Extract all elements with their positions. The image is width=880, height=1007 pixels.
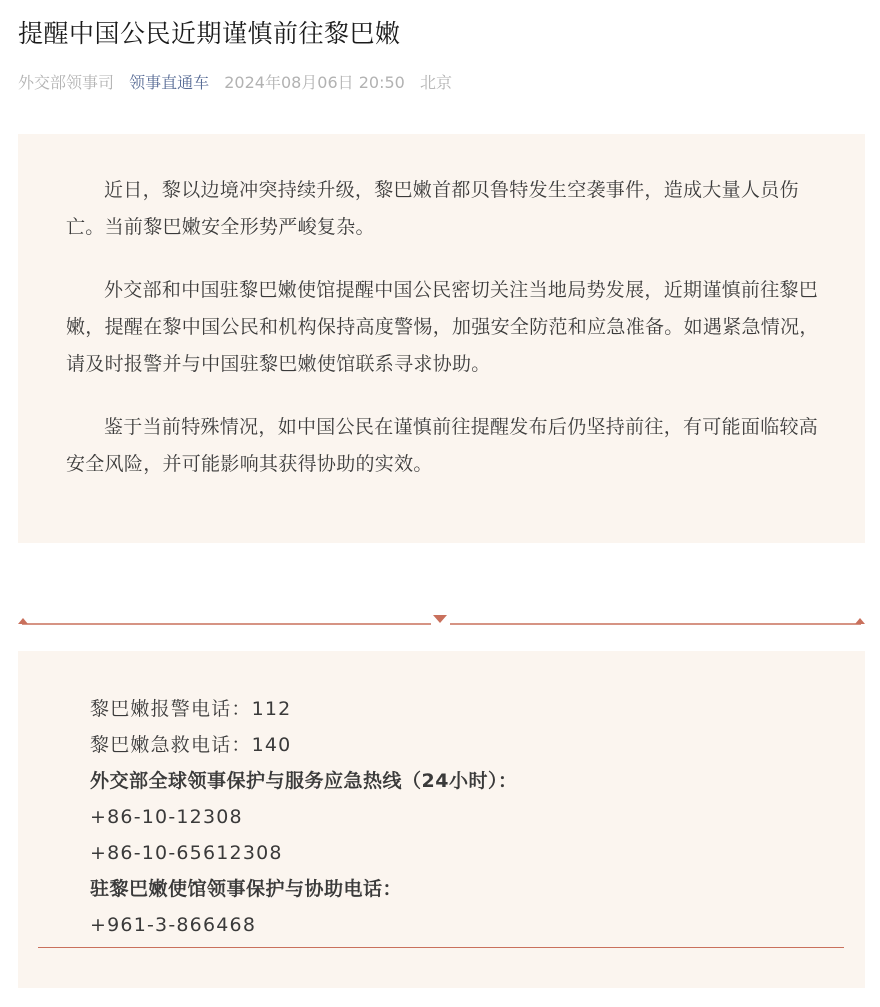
notice-paragraph: 外交部和中国驻黎巴嫩使馆提醒中国公民密切关注当地局势发展，近期谨慎前往黎巴嫩，提醒在黎中国公民和机构保持高度警惕，加强安全防范和应急准备。如遇紧急情况，请及时报警并与中国驻黎巴嫩使馆联系寻求协助。 <box>66 279 819 375</box>
divider-center-triangle-icon <box>433 615 447 623</box>
divider-right-triangle <box>855 618 865 624</box>
channel-link[interactable]: 领事直通车 <box>129 73 210 92</box>
embassy-heading: 驻黎巴嫩使馆领事保护与协助电话： <box>90 878 403 900</box>
hotline-number-1: +86-10-12308 <box>90 806 243 828</box>
article-title: 提醒中国公民近期谨慎前往黎巴嫩 <box>18 19 401 48</box>
notice-panel <box>18 134 865 543</box>
ambulance-phone: 黎巴嫩急救电话：140 <box>90 734 292 756</box>
publish-location: 北京 <box>419 73 452 92</box>
contacts-panel <box>18 651 865 988</box>
hotline-heading: 外交部全球领事保护与服务应急热线（24小时）： <box>90 770 518 792</box>
article-meta <box>18 70 462 93</box>
embassy-phone: +961-3-866468 <box>90 914 257 936</box>
notice-paragraph: 鉴于当前特殊情况，如中国公民在谨慎前往提醒发布后仍坚持前往，有可能面临较高安全风险，并可能影响其获得协助的实效。 <box>66 416 819 475</box>
contacts-bottom-rule <box>38 947 844 948</box>
publish-datetime: 2024年08月06日 20:50 <box>224 73 405 92</box>
notice-paragraph: 近日，黎以边境冲突持续升级，黎巴嫩首都贝鲁特发生空袭事件，造成大量人员伤亡。当前黎巴嫩安全形势严峻复杂。 <box>66 179 799 238</box>
hotline-number-2: +86-10-65612308 <box>90 842 283 864</box>
decorative-divider <box>18 612 865 632</box>
article-author: 外交部领事司 <box>18 73 115 92</box>
police-phone: 黎巴嫩报警电话：112 <box>90 698 292 720</box>
divider-left-triangle <box>18 618 28 624</box>
